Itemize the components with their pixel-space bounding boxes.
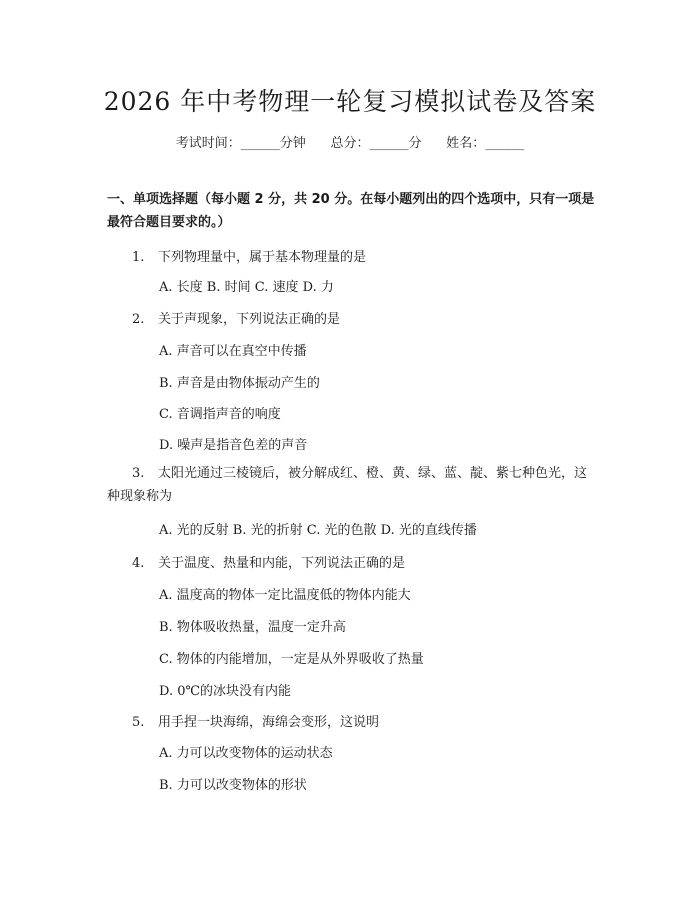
question-5-option-a: A. 力可以改变物体的运动状态 — [159, 746, 333, 761]
question-2-option-a: A. 声音可以在真空中传播 — [159, 344, 307, 359]
question-3-options: A. 光的反射 B. 光的折射 C. 光的色散 D. 光的直线传播 — [159, 523, 477, 538]
question-5-option-b: B. 力可以改变物体的形状 — [159, 778, 307, 793]
question-stem: 下列物理量中，属于基本物理量的是 — [158, 250, 367, 265]
question-2-option-d: D. 噪声是指音色差的声音 — [159, 438, 308, 453]
question-stem: 用手捏一块海绵，海绵会变形，这说明 — [158, 715, 380, 730]
question-2-option-c: C. 音调指声音的响度 — [159, 407, 281, 422]
question-number: 4. — [132, 556, 145, 571]
question-number: 5. — [132, 715, 145, 730]
question-number: 1. — [132, 250, 145, 265]
question-1 — [132, 246, 366, 265]
question-5 — [132, 711, 379, 730]
question-number: 3. — [132, 466, 145, 481]
question-2-option-b: B. 声音是由物体振动产生的 — [159, 376, 320, 391]
question-4-option-a: A. 温度高的物体一定比温度低的物体内能大 — [159, 588, 411, 603]
question-4 — [132, 552, 405, 571]
exam-meta-line: 考试时间：______分钟 总分：______分 姓名：______ — [175, 136, 525, 151]
question-stem: 关于温度、热量和内能，下列说法正确的是 — [158, 556, 406, 571]
question-stem: 关于声现象，下列说法正确的是 — [158, 312, 341, 327]
section-heading: 一、单项选择题（每小题 2 分，共 20 分。在每小题列出的四个选项中，只有一项是最符合题目要求的。） — [107, 192, 595, 230]
question-4-option-b: B. 物体吸收热量，温度一定升高 — [159, 620, 346, 635]
exam-title: 2026 年中考物理一轮复习模拟试卷及答案 — [103, 87, 597, 116]
question-4-option-c: C. 物体的内能增加，一定是从外界吸收了热量 — [159, 652, 424, 667]
question-2 — [132, 308, 340, 327]
question-stem: 太阳光通过三棱镜后，被分解成红、橙、黄、绿、蓝、靛、紫七种色光，这种现象称为 — [107, 466, 588, 504]
question-4-option-d: D. 0℃的冰块没有内能 — [159, 684, 292, 699]
question-3 — [107, 462, 597, 508]
question-1-options: A. 长度 B. 时间 C. 速度 D. 力 — [159, 280, 334, 295]
question-number: 2. — [132, 312, 145, 327]
